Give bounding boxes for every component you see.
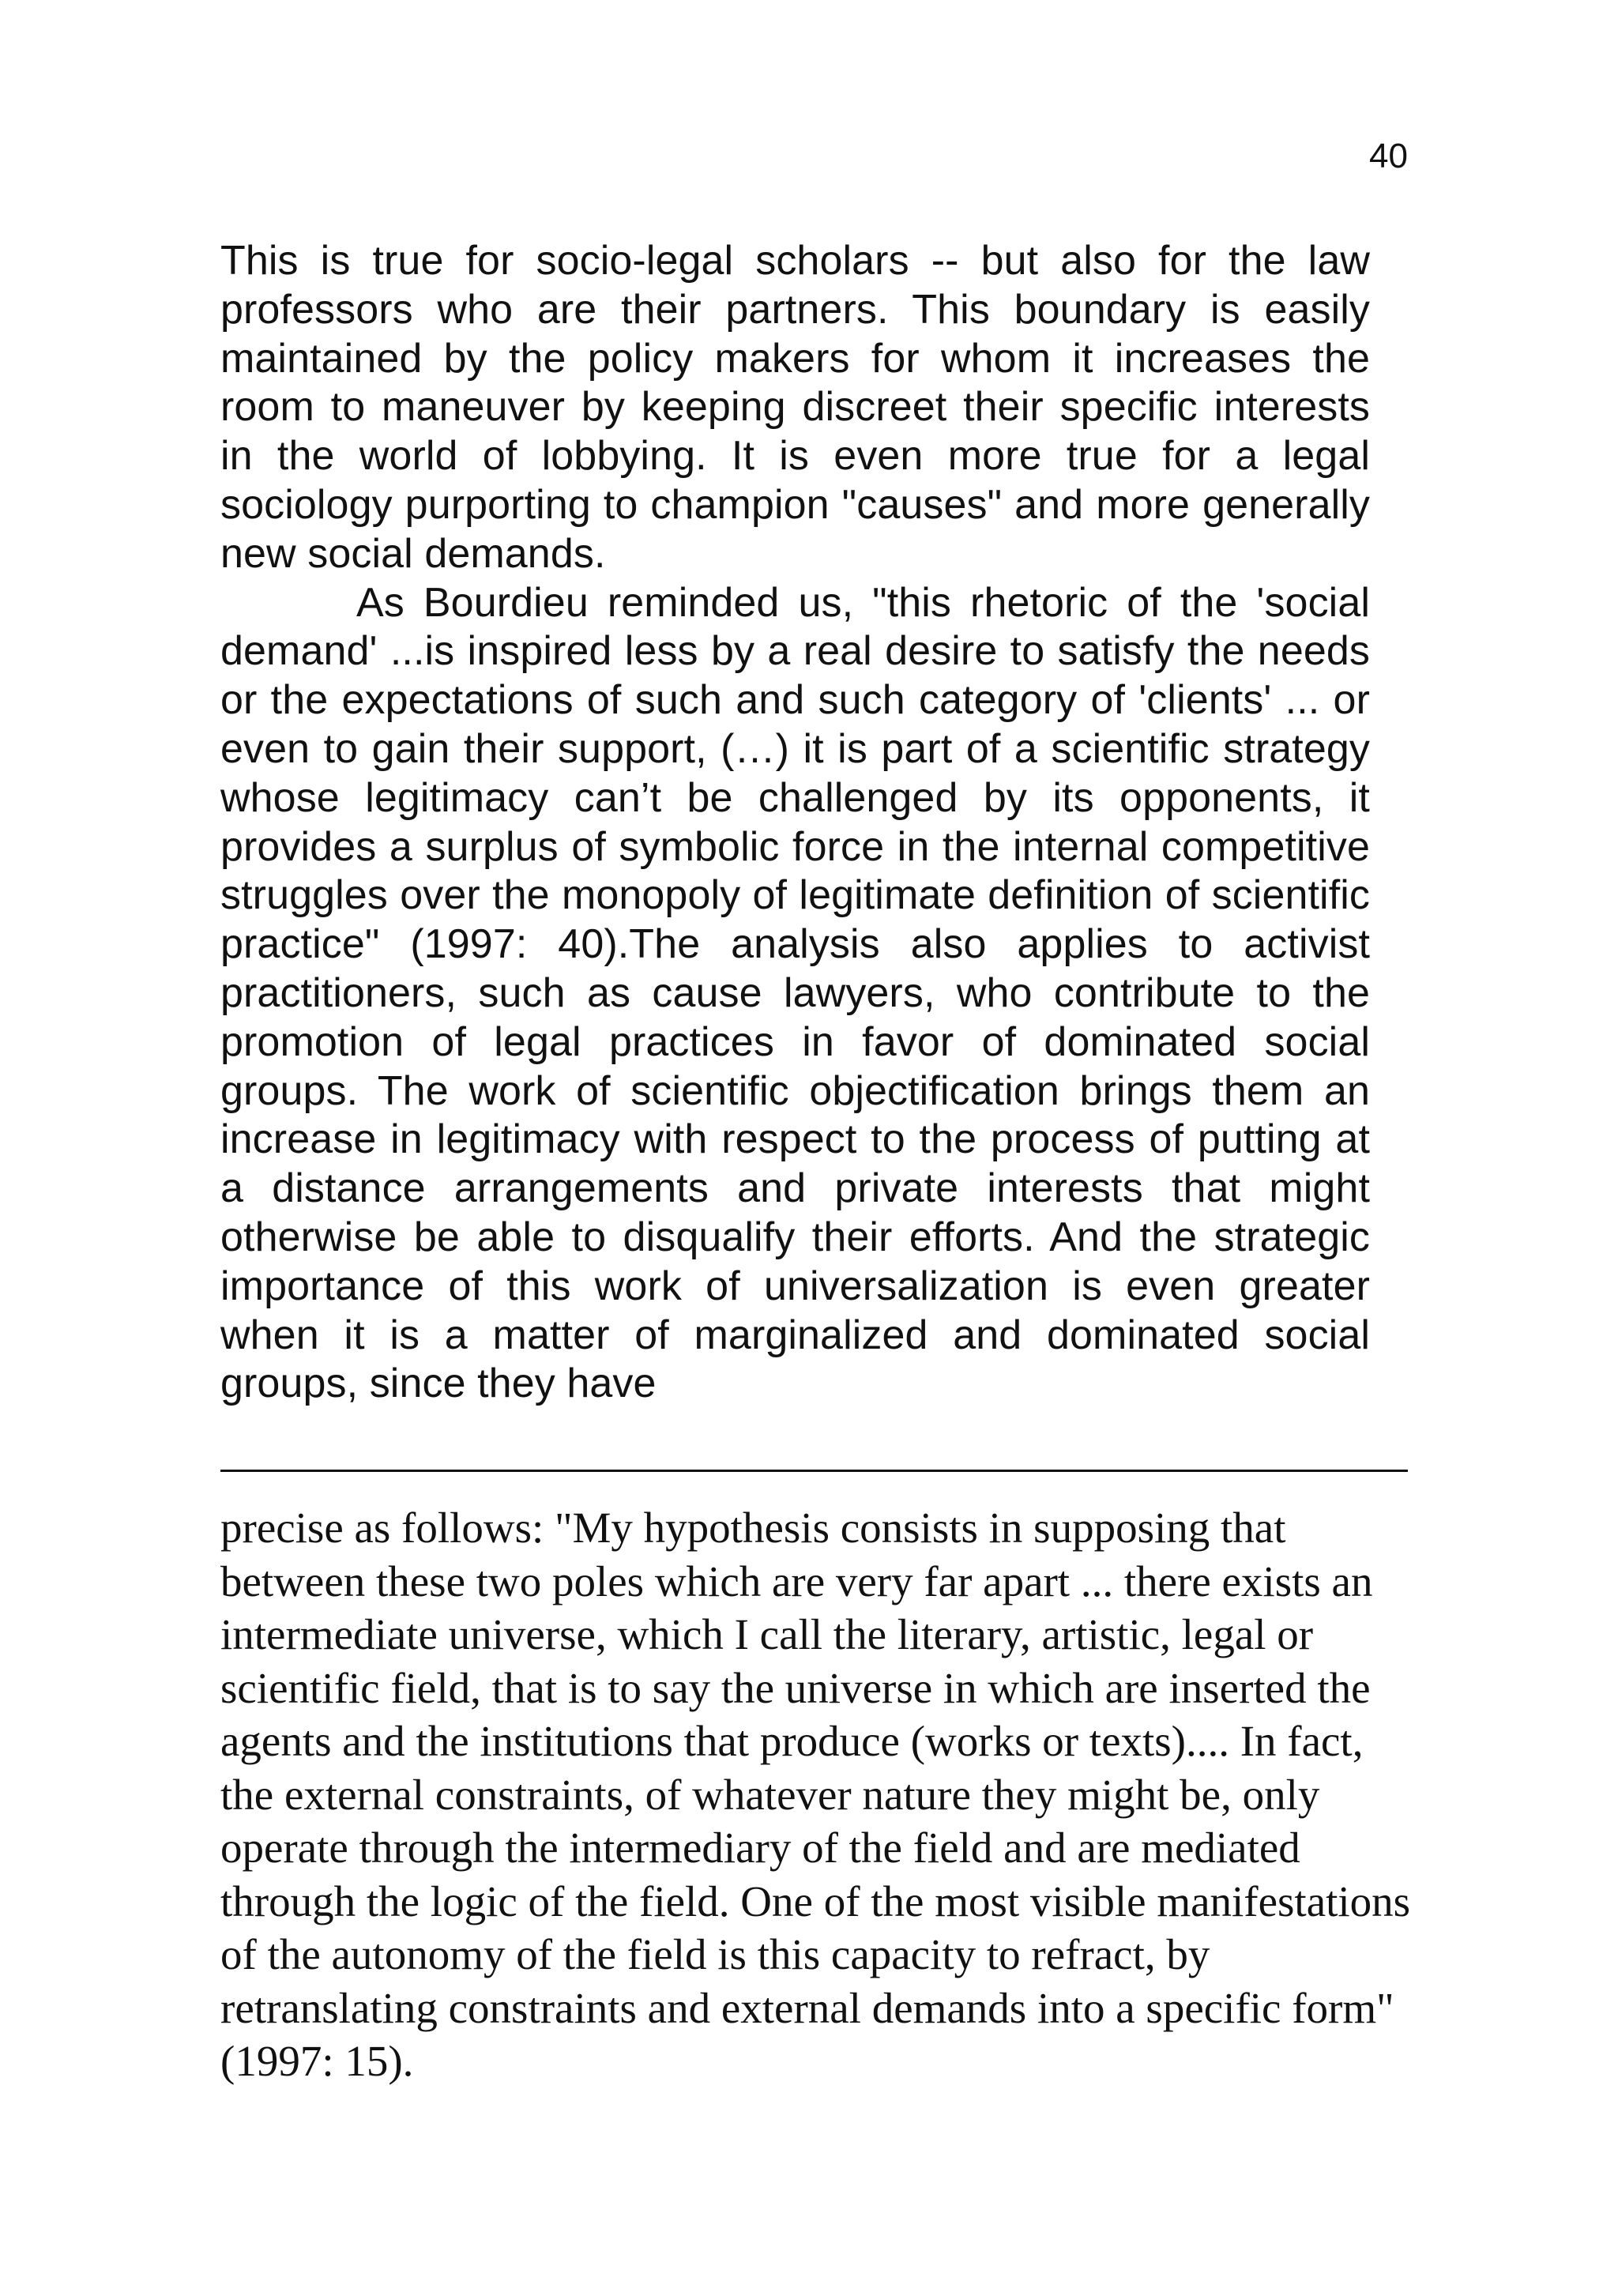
page-number: 40	[1369, 137, 1408, 175]
body-paragraph-2: As Bourdieu reminded us, "this rhetoric of the 'social demand' ...is inspired less by a real desire to satisfy the needs or the expectations of such and such category of 'clients' ... or even to gain their support, (…) it is part of a scientific strategy whose legitimacy can’t be challenged by its opponents, it provides a surplus of symbolic force in the internal competitive struggles over the monopoly of legitimate definition of scientific practice" (1997: 40).The analysis also applies to activist practitioners, such as cause lawyers, who contribute to the promotion of legal practices in favor of dominated social groups. The work of scientific objectification brings them an increase in legitimacy with respect to the process of putting at a distance arrangements and private interests that might otherwise be able to disqualify their efforts. And the strategic importance of this work of universalization is even greater when it is a matter of marginalized and dominated social groups, since they have	[220, 579, 1370, 1407]
main-body-text	[220, 237, 1370, 1409]
footnote-paragraph: precise as follows: "My hypothesis consists in supposing that between these two poles which are very far apart ... there exists an intermediate universe, which I call the literary, artistic, legal or scientific field, that is to say the universe in which are inserted the agents and the institutions that produce (works or texts).... In fact, the external constraints, of whatever nature they might be, only operate through the intermediary of the field and are mediated through the logic of the field. One of the most visible manifestations of the autonomy of the field is this capacity to refract, by retranslating constraints and external demands into a specific form" (1997: 15).	[220, 1504, 1411, 2085]
footnote-divider	[220, 1470, 1408, 1472]
body-paragraph-1: This is true for socio-legal scholars -- but also for the law professors who are their partners. This boundary is easily maintained by the policy makers for whom it increases the room to maneuver by keeping discreet their specific interests in the world of lobbying. It is even more true for a legal sociology purporting to champion "causes" and more generally new social demands.	[220, 238, 1370, 577]
footnote	[220, 1501, 1413, 2088]
